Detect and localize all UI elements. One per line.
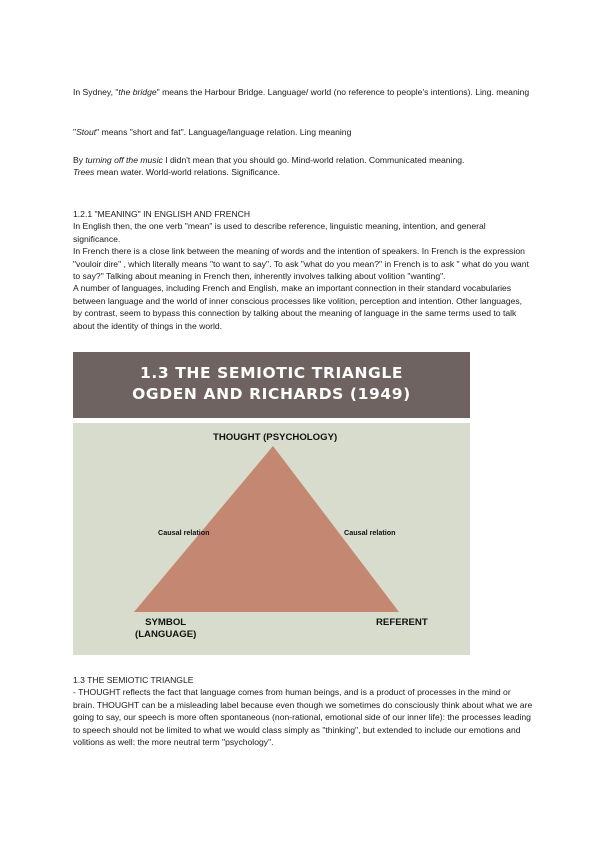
term-turning-off-music: turning off the music — [85, 155, 163, 165]
left-causal-relation-label: Causal relation — [158, 528, 210, 537]
section-heading: 1.2.1 "MEANING" IN ENGLISH AND FRENCH — [73, 209, 251, 219]
section-paragraph: In French there is a close link between the meaning of words and the intention of speakers. In French is the expression "vouloir dire" , which literally means "to want to say". To ask "what do you mean?" in French is to ask " what do you want to say?" Talking about meaning in French then, inherently involves talking about volition "wanting". — [73, 246, 529, 282]
referent-label: REFERENT — [376, 617, 428, 628]
section-paragraph: In English then, the one verb "mean" is used to describe reference, linguistic meaning, intention, and general significance. — [73, 221, 486, 244]
term-the-bridge: the bridge — [118, 87, 157, 97]
term-stout: Stout — [76, 127, 97, 137]
symbol-label: SYMBOL (LANGUAGE) — [135, 617, 197, 640]
paragraph-stout: "Stout" means "short and fat". Language/language relation. Ling meaning — [73, 127, 352, 137]
thought-label: THOUGHT (PSYCHOLOGY) — [213, 432, 338, 443]
paragraph-sydney-bridge: In Sydney, "the bridge" means the Harbour Bridge. Language/ world (no reference to people's intentions). Ling. meaning — [73, 87, 530, 97]
section-paragraph: A number of languages, including French and English, make an important connection in their standard vocabularies between language and the world of inner conscious processes like volition, perception and intention. Other languages, by contrast, seem to bypass this connection by talking about the meaning of language in the same terms used to talk about the identity of things in the world. — [73, 283, 523, 331]
right-causal-relation-label: Causal relation — [344, 528, 396, 537]
section-paragraph: - THOUGHT reflects the fact that language comes from human beings, and is a product of processes in the mind or brain. THOUGHT can be a misleading label because even though we sometimes do consciously think about what we are going to say, our speech is more often spontaneous (non-rational, emotional side of our inner life): the processes leading to speech should not be limited to what we would class simply as "thinking", but extended to include our emotions and volitions as well: the more neutral term "psychology". — [73, 687, 533, 748]
slide-subtitle-line: OGDEN AND RICHARDS (1949) — [132, 385, 411, 403]
slide-title-line: 1.3 THE SEMIOTIC TRIANGLE — [139, 364, 404, 382]
section-semiotic-triangle — [73, 674, 533, 748]
term-trees: Trees — [73, 167, 95, 178]
section-meaning-english-french — [73, 208, 533, 332]
slide-title-banner — [73, 352, 470, 418]
section-heading: 1.3 THE SEMIOTIC TRIANGLE — [73, 675, 194, 685]
semiotic-triangle-diagram — [73, 423, 470, 655]
paragraph-turning-off-music: By turning off the music I didn't mean that you should go. Mind-world relation. Communicated meaning. Trees mean water. World-world relations. Significance. — [73, 155, 465, 178]
